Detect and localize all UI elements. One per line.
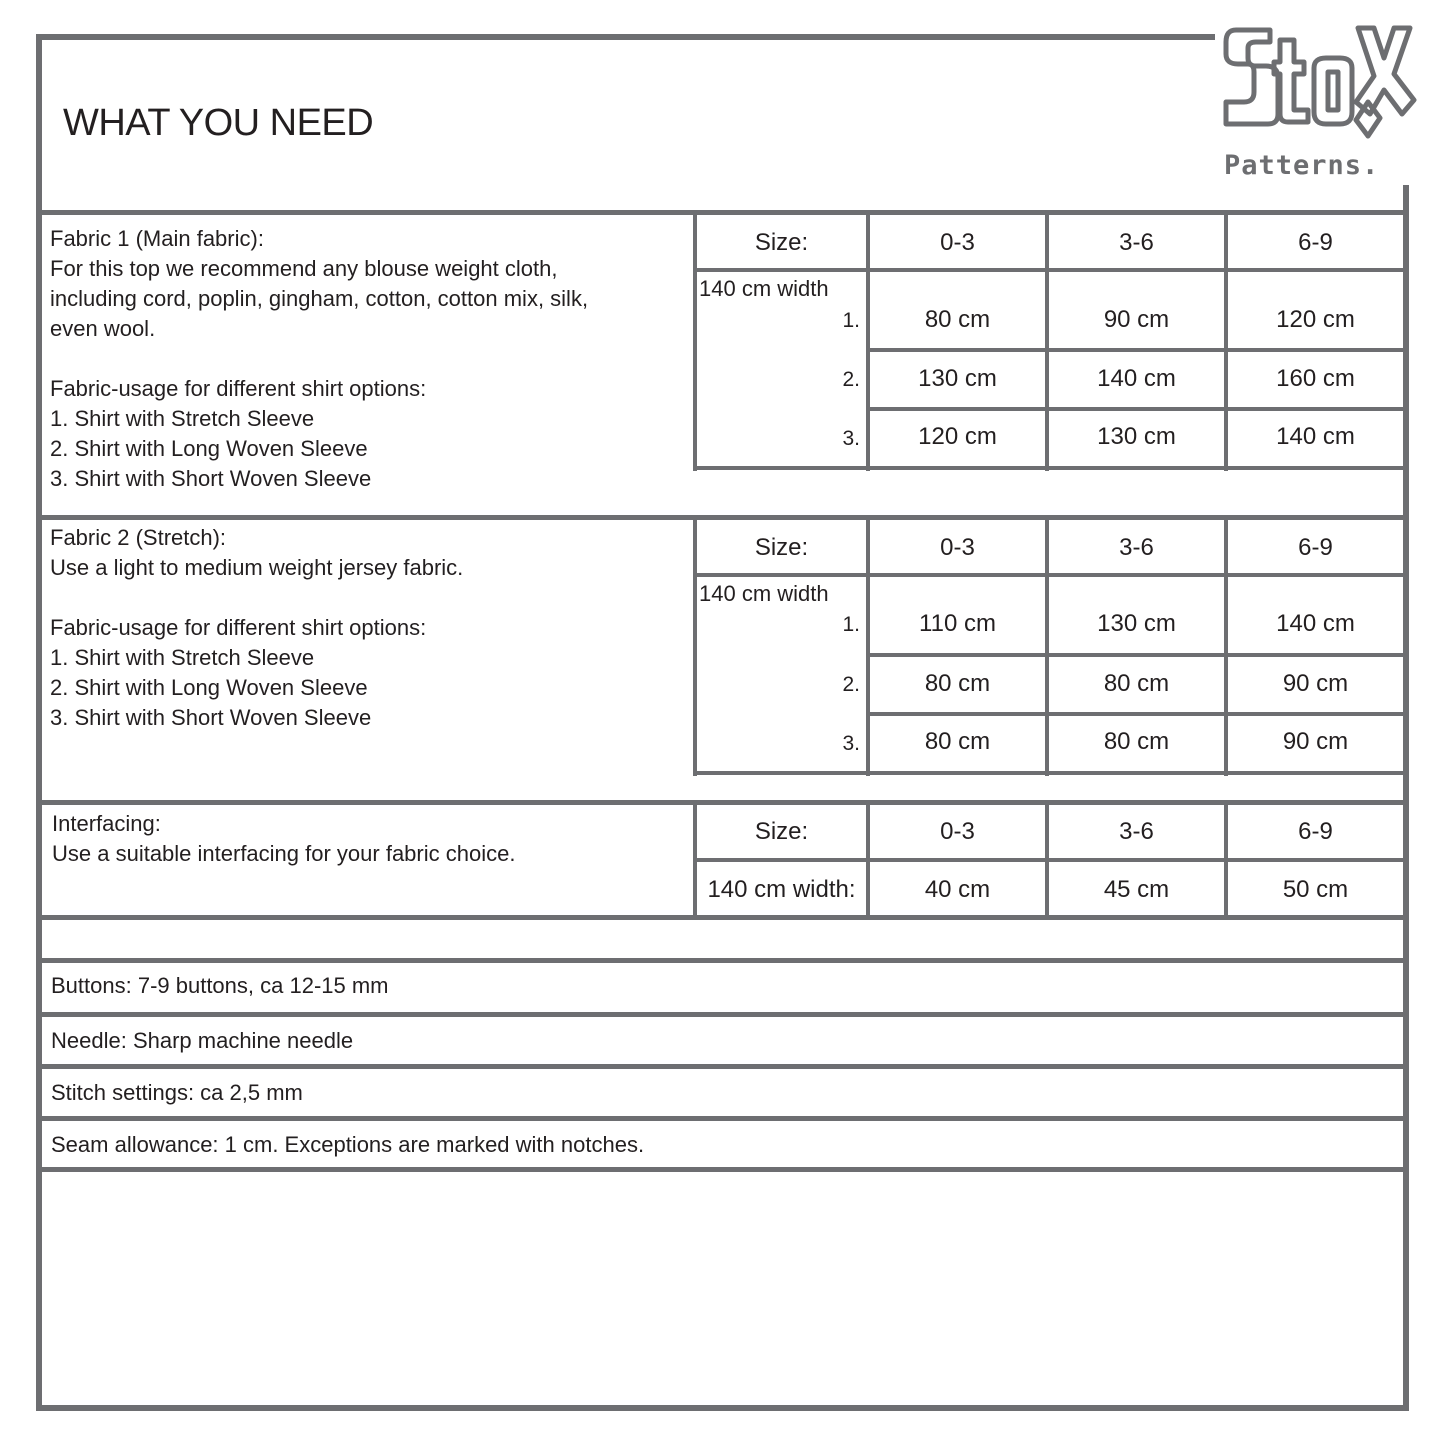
divider-interfacing [36,800,1409,805]
stitch-note: Stitch settings: ca 2,5 mm [51,1080,303,1105]
fabric1-desc-line: even wool. [50,316,156,341]
fabric1-option: 1. Shirt with Stretch Sleeve [50,406,315,431]
fabric1-option: 3. Shirt with Short Woven Sleeve [50,466,372,491]
fabric2-heading: Fabric 2 (Stretch): [50,525,227,550]
seam-note: Seam allowance: 1 cm. Exceptions are marked with notches. [51,1132,645,1157]
fabric1-value-cell: 90 cm [1103,306,1170,333]
fabric2-table-row [693,573,1409,577]
divider-needle [36,1012,1409,1017]
interfacing-width-label: 140 cm width: [707,876,856,903]
fabric1-table-row [866,348,1409,352]
divider-header [36,210,1409,215]
fabric2-value-cell: 80 cm [1103,670,1170,697]
fabric2-size-label: Size: [754,534,809,561]
buttons-note: Buttons: 7-9 buttons, ca 12-15 mm [51,973,389,998]
fabric1-row-num: 1. [842,309,860,332]
divider-buttons [36,958,1409,963]
fabric1-usage-heading: Fabric-usage for different shirt options: [50,376,427,401]
fabric1-row-num: 2. [842,368,860,391]
fabric2-row-num: 2. [842,673,860,696]
fabric1-row-num: 3. [842,427,860,450]
fabric2-row-num: 1. [842,613,860,636]
fabric1-size-header: 0-3 [940,229,975,256]
frame-right-line [1403,185,1409,1411]
interfacing-desc: Use a suitable interfacing for your fabric choice. [52,841,516,866]
fabric1-size-header: 6-9 [1298,229,1333,256]
interfacing-table-row [693,858,1409,862]
fabric1-size-header: 3-6 [1119,229,1154,256]
divider-seam [36,1116,1409,1121]
fabric2-size-header: 0-3 [940,534,975,561]
fabric2-value-cell: 80 cm [924,728,991,755]
divider-fabric2 [36,515,1409,520]
fabric1-table-row [866,407,1409,411]
fabric2-table-row [866,653,1409,657]
logo-tagline: Patterns. [1224,150,1380,181]
divider-stitch [36,1064,1409,1069]
needle-note: Needle: Sharp machine needle [51,1028,354,1053]
fabric1-desc-line: including cord, poplin, gingham, cotton, cotton mix, silk, [50,286,589,311]
fabric1-value-cell: 80 cm [924,306,991,333]
fabric1-size-label: Size: [754,229,809,256]
fabric1-value-cell: 130 cm [918,365,997,392]
fabric1-heading: Fabric 1 (Main fabric): [50,226,264,251]
frame-top-line [36,34,1215,40]
frame-left-line [36,34,42,1411]
interfacing-size-header: 3-6 [1119,818,1154,845]
fabric2-row-num: 3. [842,732,860,755]
fabric2-desc-line: Use a light to medium weight jersey fabric. [50,555,464,580]
fabric2-table-bottom [693,771,1409,775]
interfacing-value-cell: 45 cm [1103,876,1170,903]
fabric2-value-cell: 110 cm [919,610,996,637]
fabric2-value-cell: 90 cm [1282,670,1349,697]
fabric1-value-cell: 140 cm [1097,365,1176,392]
fabric2-size-header: 6-9 [1298,534,1333,561]
fabric1-value-cell: 160 cm [1276,365,1355,392]
interfacing-size-header: 6-9 [1298,818,1333,845]
fabric1-value-cell: 120 cm [918,423,997,450]
fabric2-option: 1. Shirt with Stretch Sleeve [50,645,315,670]
page-title: WHAT YOU NEED [63,102,374,144]
interfacing-size-label: Size: [754,818,809,845]
fabric2-value-cell: 130 cm [1097,610,1176,637]
interfacing-value-cell: 40 cm [924,876,991,903]
fabric2-table-row [866,712,1409,716]
fabric1-width-label: 140 cm width [699,276,829,301]
divider-end [36,1167,1409,1172]
fabric2-value-cell: 80 cm [1103,728,1170,755]
fabric1-table-row [693,268,1409,272]
fabric1-option: 2. Shirt with Long Woven Sleeve [50,436,368,461]
fabric2-width-label: 140 cm width [699,581,829,606]
fabric1-table-bottom [693,466,1409,470]
frame-bottom-line [36,1405,1409,1411]
fabric2-value-cell: 90 cm [1282,728,1349,755]
fabric1-value-cell: 140 cm [1276,423,1355,450]
fabric1-value-cell: 130 cm [1097,423,1176,450]
interfacing-value-cell: 50 cm [1282,876,1349,903]
fabric1-desc-line: For this top we recommend any blouse weight cloth, [50,256,558,281]
fabric2-usage-heading: Fabric-usage for different shirt options: [50,615,427,640]
divider-after-interfacing [36,915,1409,920]
fabric2-size-header: 3-6 [1119,534,1154,561]
fabric1-value-cell: 120 cm [1276,306,1355,333]
fabric2-value-cell: 140 cm [1276,610,1355,637]
interfacing-size-header: 0-3 [940,818,975,845]
fabric2-option: 2. Shirt with Long Woven Sleeve [50,675,368,700]
fabric2-option: 3. Shirt with Short Woven Sleeve [50,705,372,730]
interfacing-heading: Interfacing: [52,811,161,836]
fabric2-value-cell: 80 cm [924,670,991,697]
